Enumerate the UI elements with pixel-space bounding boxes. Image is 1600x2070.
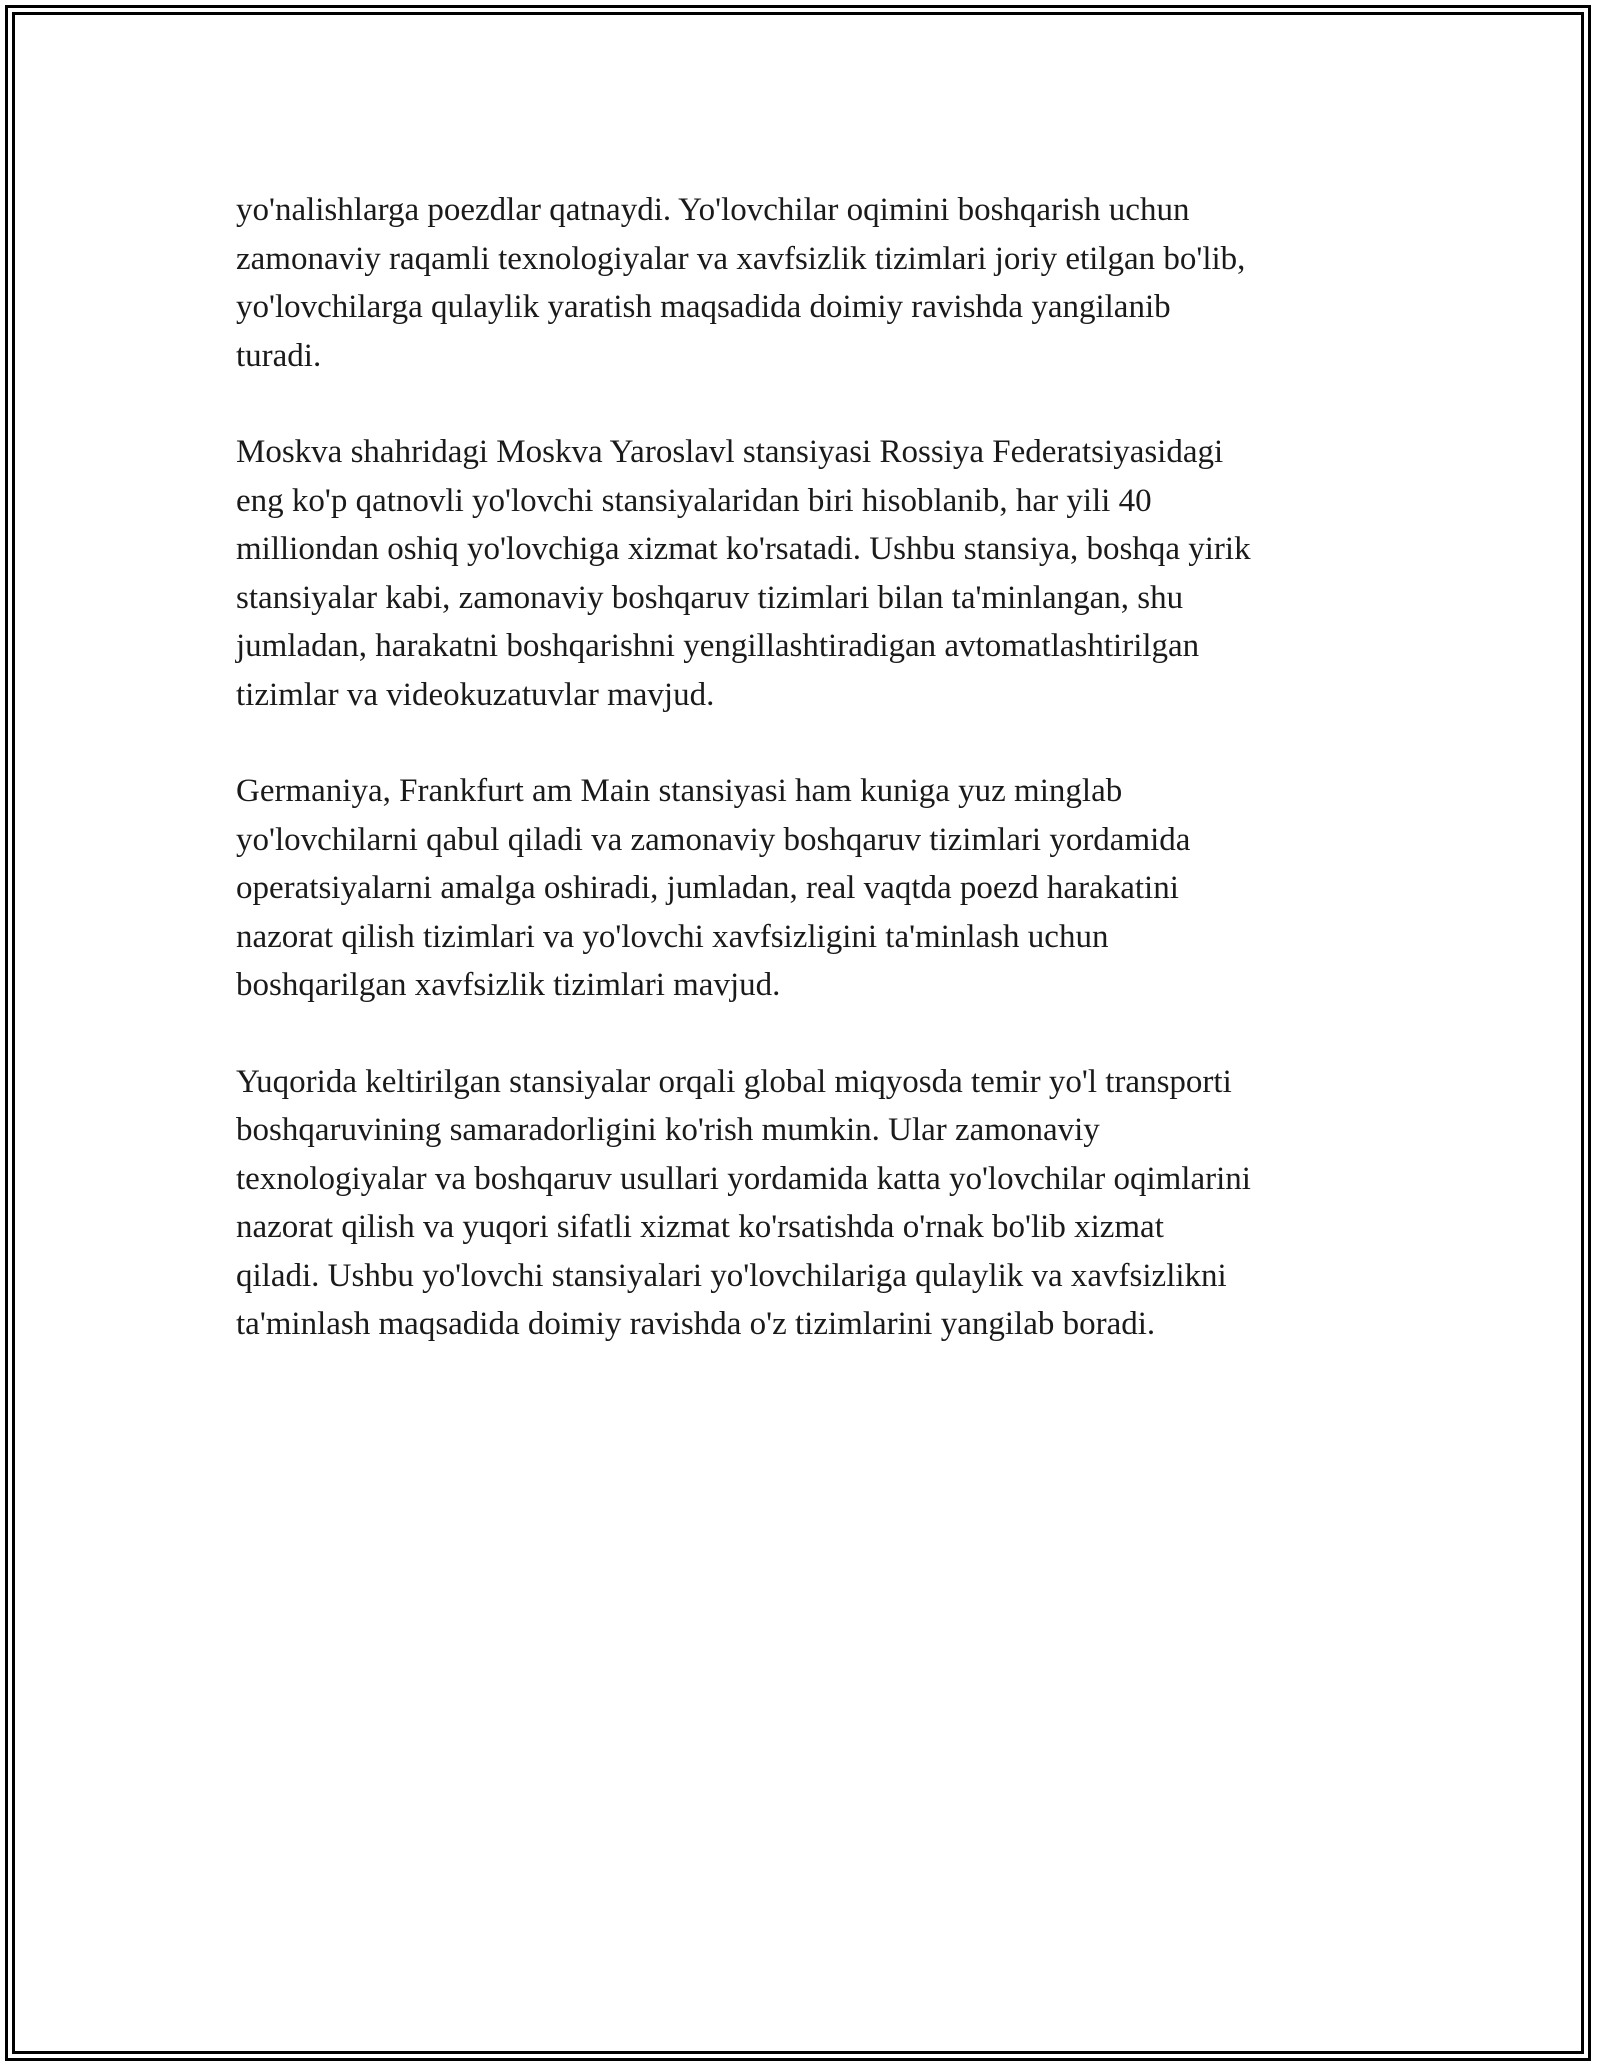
document-body xyxy=(236,186,1376,1397)
paragraph-conclusion: Yuqorida keltirilgan stansiyalar orqali global miqyosda temir yo'l transporti boshqaruvining samaradorligini ko'rish mumkin. Ular zamonaviy texnologiyalar va boshqaruv usullari yordamida katta yo'lovchilar oqimlarini nazorat qilish va yuqori sifatli xizmat ko'rsatishda o'rnak bo'lib xizmat qiladi. Ushbu yo'lovchi stansiyalari yo'lovchilariga qulaylik va xavfsizlikni ta'minlash maqsadida doimiy ravishda o'z tizimlarini yangilab boradi. xyxy=(236,1063,1251,1342)
paragraph-stations-intro: yo'nalishlarga poezdlar qatnaydi. Yo'lovchilar oqimini boshqarish uchun zamonaviy raqamli texnologiyalar va xavfsizlik tizimlari joriy etilgan bo'lib, yo'lovchilarga qulaylik yaratish maqsadida doimiy ravishda yangilanib turadi. xyxy=(236,192,1246,374)
paragraph-frankfurt: Germaniya, Frankfurt am Main stansiyasi ham kuniga yuz minglab yo'lovchilarni qabul qiladi va zamonaviy boshqaruv tizimlari yordamida operatsiyalarni amalga oshiradi, jumladan, real vaqtda poezd harakatini nazorat qilish tizimlari va yo'lovchi xavfsizligini ta'minlash uchun boshqarilgan xavfsizlik tizimlari mavjud. xyxy=(236,773,1191,1003)
paragraph-moscow-yaroslavl: Moskva shahridagi Moskva Yaroslavl stansiyasi Rossiya Federatsiyasidagi eng ko'p qatnovli yo'lovchi stansiyalaridan biri hisoblanib, har yili 40 milliondan oshiq yo'lovchiga xizmat ko'rsatadi. Ushbu stansiya, boshqa yirik stansiyalar kabi, zamonaviy boshqaruv tizimlari bilan ta'minlangan, shu jumladan, harakatni boshqarishni yengillashtiradigan avtomatlashtirilgan tizimlar va videokuzatuvlar mavjud. xyxy=(236,434,1251,713)
